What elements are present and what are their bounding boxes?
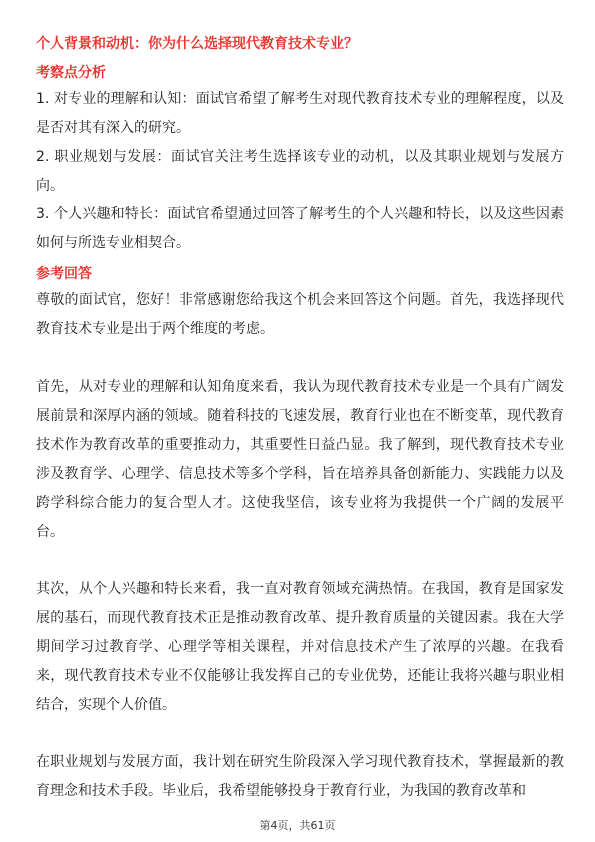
- question-title: 个人背景和动机：你为什么选择现代教育技术专业？: [36, 36, 358, 52]
- answer-heading: 参考回答: [36, 266, 92, 282]
- answer-paragraph-1: 尊敬的面试官，您好！非常感谢您给我这个机会来回答这个问题。首先，我选择现代教育技术专业是出于两个维度的考虑。: [36, 292, 564, 337]
- answer-paragraph-2: 首先，从对专业的理解和认知角度来看，我认为现代教育技术专业是一个具有广阔发展前景和深厚内涵的领域。随着科技的飞速发展，教育行业也在不断变革，现代教育技术作为教育改革的重要推动力，其重要性日益凸显。我了解到，现代教育技术专业涉及教育学、心理学、信息技术等多个学科，旨在培养具备创新能力、实践能力以及跨学科综合能力的复合型人才。这使我坚信，该专业将为我提供一个广阔的发展平台。: [36, 379, 564, 540]
- answer-paragraph-4: 在职业规划与发展方面，我计划在研究生阶段深入学习现代教育技术，掌握最新的教育理念和技术手段。毕业后，我希望能够投身于教育行业，为我国的教育改革和: [36, 754, 564, 799]
- analysis-point-3: 3. 个人兴趣和特长：面试官希望通过回答了解考生的个人兴趣和特长，以及这些因素如何与所选专业相契合。: [36, 206, 564, 251]
- analysis-point-2: 2. 职业规划与发展：面试官关注考生选择该专业的动机，以及其职业规划与发展方向。: [36, 149, 564, 194]
- analysis-heading: 考察点分析: [36, 65, 106, 81]
- answer-paragraph-3: 其次，从个人兴趣和特长来看，我一直对教育领域充满热情。在我国，教育是国家发展的基石，而现代教育技术正是推动教育改革、提升教育质量的关键因素。我在大学期间学习过教育学、心理学等相关课程，并对信息技术产生了浓厚的兴趣。在我看来，现代教育技术专业不仅能够让我发挥自己的专业优势，还能让我将兴趣与职业相结合，实现个人价值。: [36, 581, 564, 713]
- analysis-point-1: 1. 对专业的理解和认知：面试官希望了解考生对现代教育技术专业的理解程度，以及是否对其有深入的研究。: [36, 91, 564, 136]
- page-number-footer: 第4页，共61页: [259, 819, 336, 832]
